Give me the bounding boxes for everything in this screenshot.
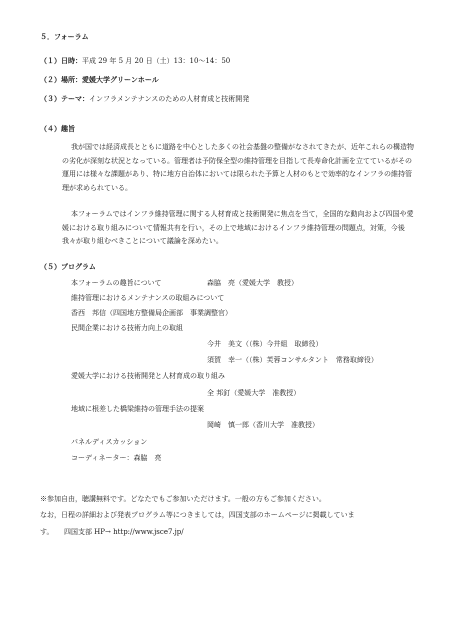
program-item: コーディネーター：森脇 亮 xyxy=(71,454,162,462)
purpose-paragraph-2: 本フォーラムではインフラ維持管理に関する人材育成と技術開発に焦点を当て，全国的な動向および四国や愛媛における取り組みについて情報共有を行い，その上で地域におけるインフラ維持管理の問題点，対策，今後我々が取り組むべきことについて議論を深めたい。 xyxy=(62,210,414,245)
venue-row xyxy=(40,76,159,85)
theme-label: （３）テーマ： xyxy=(40,95,89,103)
theme-row xyxy=(40,95,249,104)
program-item: 維持管理におけるメンテナンスの取組みについて xyxy=(71,294,225,302)
program-speaker: 森脇 亮（愛媛大学 教授） xyxy=(207,279,298,287)
note-line: ※参加自由，聴講無料です。どなたでもご参加いただけます。一般の方もご参加ください。 xyxy=(40,495,326,503)
theme-value: インフラメンテナンスのための人材育成と技術開発 xyxy=(89,95,250,103)
section-heading: ５．フォーラム xyxy=(40,33,89,41)
purpose-paragraph-1: 我が国では経済成長とともに道路を中心とした多くの社会基盤の整備がなされてきたが、近年これらの構造物の劣化が深刻な状況となっている。管理者は予防保全型の維持管理を目指して長寿命化計画を立てているがその運用には様々な課題があり、特に地方自治体においては限られた予算と人材のもとで効率的なインフラの維持管理が求められている。 xyxy=(62,143,414,192)
program-heading: （５）プログラム xyxy=(40,263,96,271)
program-speaker: 全 邦釘（愛媛大学 准教授） xyxy=(207,389,301,397)
datetime-row xyxy=(40,57,230,66)
venue-label: （２）場所： xyxy=(40,76,82,84)
program-item: 本フォーラムの趣旨について xyxy=(71,279,162,287)
program-speaker: 須賀 幸一（（株）芙蓉コンサルタント 常務取締役） xyxy=(207,356,378,364)
program-speaker: 岡崎 慎一郎（香川大学 准教授） xyxy=(207,421,319,429)
program-item: パネルディスカッション xyxy=(71,438,148,446)
note-line-url: す。 四国支部 HP→ http://www.jsce7.jp/ xyxy=(40,528,184,536)
program-speaker: 今井 美文（（株）今井組 取締役） xyxy=(207,340,323,348)
program-item: 地域に根差した橋梁維持の管理手法の提案 xyxy=(71,405,204,413)
note-line: なお，日程の詳細および発表プログラム等につきましては，四国支部のホームページに掲載していま xyxy=(40,511,355,519)
program-item: 香西 邦信（四国地方整備局企画部 事業調整官） xyxy=(71,309,232,317)
program-item: 愛媛大学における技術開発と人材育成の取り組み xyxy=(71,372,225,380)
datetime-value: 平成 29 年 5 月 20 日（土）13：10〜14：50 xyxy=(82,57,231,65)
program-item: 民間企業における技術力向上の取組 xyxy=(71,324,183,332)
venue-value: 愛媛大学グリーンホール xyxy=(82,76,159,84)
datetime-label: （１）日時： xyxy=(40,57,82,65)
purpose-heading: （４）趣旨 xyxy=(40,125,75,133)
